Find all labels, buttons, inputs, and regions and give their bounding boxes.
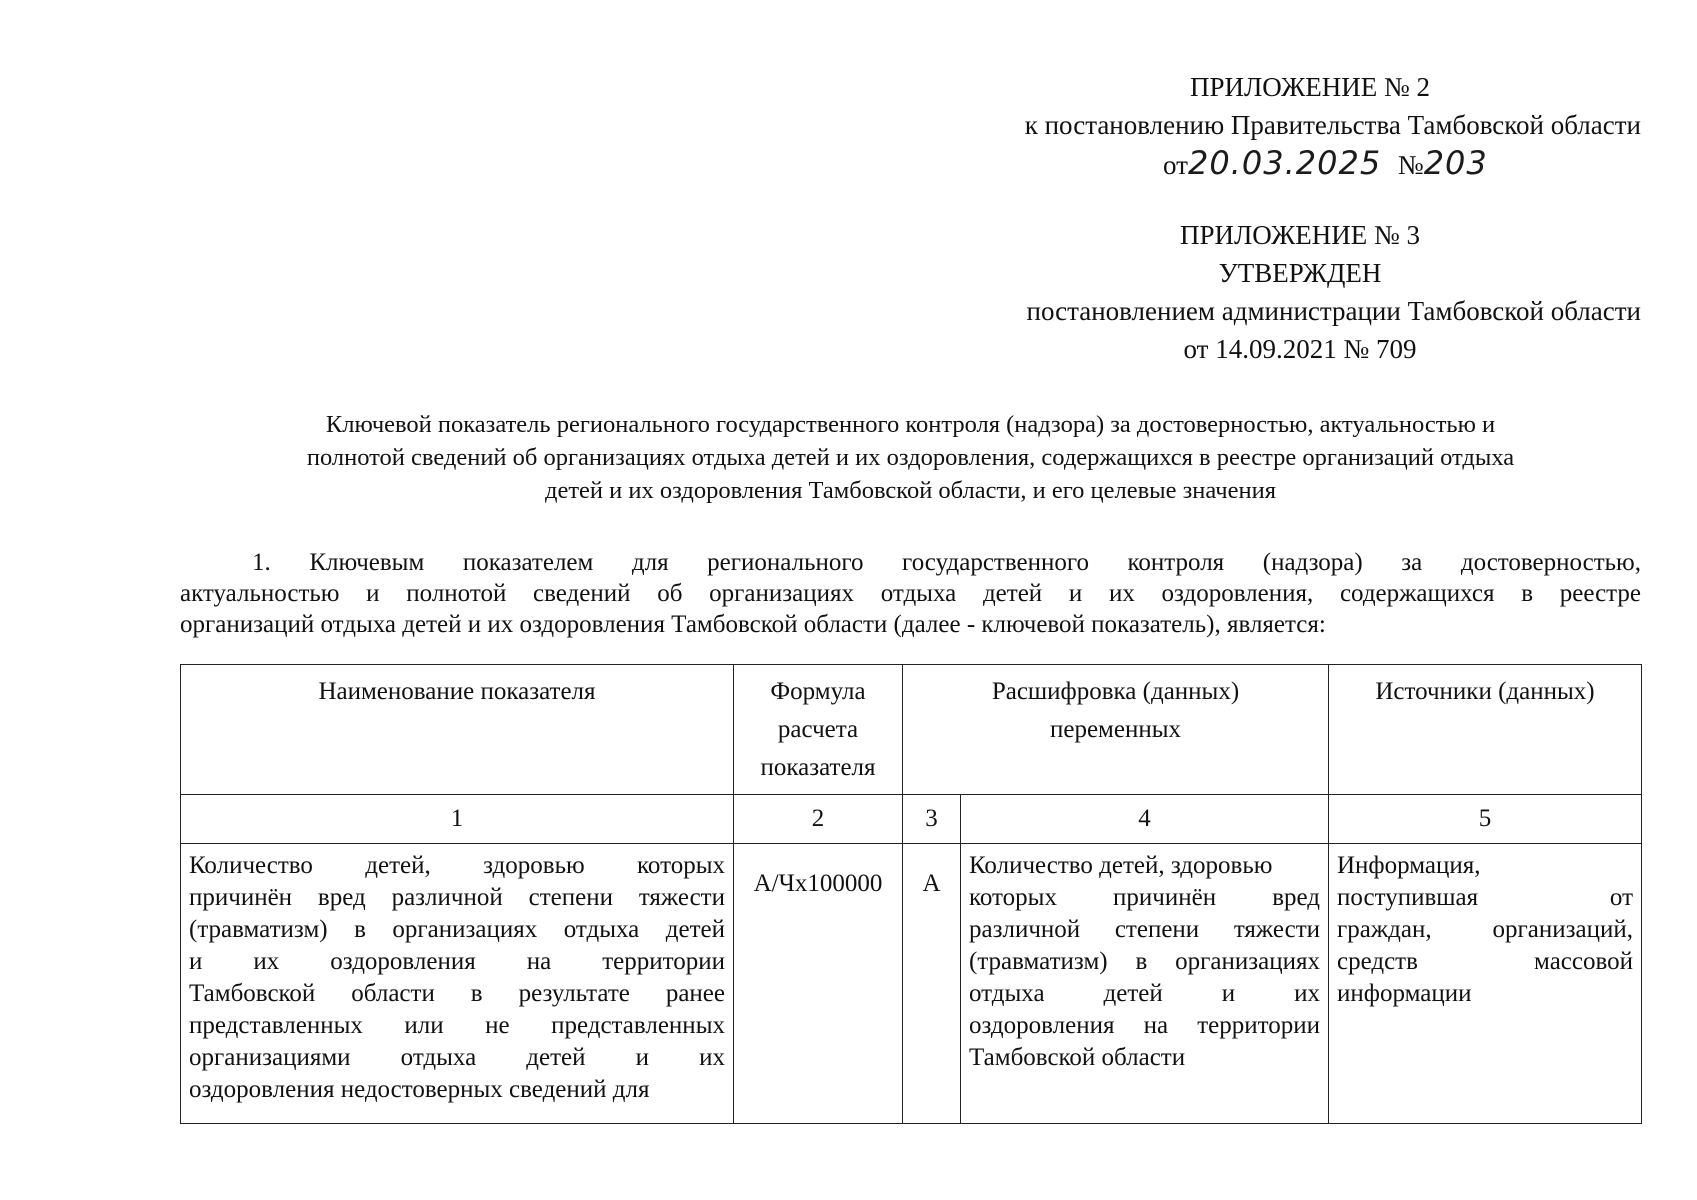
source-line: Информация, (1337, 852, 1481, 879)
indicator-name-line: организациями отдыха детей и их (189, 1044, 725, 1071)
indicator-name-line: представленных или не представленных (189, 1012, 725, 1039)
variable-decode-cell (961, 844, 1329, 1124)
header-indicator-name: Наименование показателя (181, 665, 734, 795)
appendix3-date-line: от 14.09.2021 № 709 (1183, 334, 1417, 364)
doc-title-line2: полнотой сведений об организациях отдыха детей и их оздоровления, содержащихся в реестре организаций отдыха (306, 444, 1515, 471)
number-prefix: № (1397, 150, 1424, 180)
appendix3-title: ПРИЛОЖЕНИЕ № 3 (1179, 220, 1421, 250)
appendix2-date-line (1163, 144, 1488, 184)
decode-line: Тамбовской области (969, 1044, 1186, 1071)
header-decode-line1: Расшифровка (данных) (991, 678, 1240, 705)
source-line: информации (1337, 980, 1472, 1007)
indicator-name-line: Количество детей, здоровью которых (189, 852, 725, 879)
indicator-name-line: (травматизм) в организациях отдыха детей (189, 916, 725, 943)
appendix2-title: ПРИЛОЖЕНИЕ № 2 (1189, 72, 1431, 102)
paragraph-1-line2: актуальностью и полнотой сведений об организациях отдыха детей и их оздоровления, содержащихся в реестре (180, 580, 1641, 607)
indicator-name-line: оздоровления недостоверных сведений для (189, 1076, 650, 1103)
paragraph-1-line1: 1. Ключевым показателем для регионального государственного контроля (надзора) за достоверностью, (252, 549, 1641, 576)
table-row (181, 844, 1642, 1124)
handwritten-date: 20.03.2025 (1187, 144, 1382, 182)
source-line: поступившая от (1337, 884, 1633, 911)
col-number-2: 2 (734, 795, 903, 844)
table-header-row (181, 665, 1642, 795)
header-sources: Источники (данных) (1329, 665, 1642, 795)
indicator-name-line: и их оздоровления на территории (189, 948, 725, 975)
source-line: средств массовой (1337, 948, 1633, 975)
decode-line: (травматизм) в организациях (969, 948, 1320, 975)
col-number-3: 3 (903, 795, 961, 844)
header-formula (734, 665, 903, 795)
paragraph-1 (180, 547, 1641, 640)
variable-cell: А (903, 844, 961, 1124)
handwritten-number: 203 (1423, 144, 1488, 182)
decode-line: которых причинён вред (969, 884, 1320, 911)
indicator-name-cell (181, 844, 734, 1124)
indicator-name-line: Тамбовской области в результате ранее (189, 980, 725, 1007)
header-formula-line2: расчета (777, 716, 859, 743)
header-decode-line2: переменных (1049, 716, 1182, 743)
doc-title-line3: детей и их оздоровления Тамбовской области, и его целевые значения (545, 477, 1276, 504)
formula-cell: А/Чх100000 (734, 844, 903, 1124)
decode-line: оздоровления на территории (969, 1012, 1320, 1039)
decode-line: Количество детей, здоровью (969, 852, 1273, 879)
table-number-row (181, 795, 1642, 844)
header-formula-line1: Формула (770, 678, 866, 705)
indicator-table (180, 664, 1642, 1124)
decode-line: отдыха детей и их (969, 980, 1320, 1007)
header-formula-line3: показателя (760, 754, 876, 781)
paragraph-1-line3: организаций отдыха детей и их оздоровления Тамбовской области (далее - ключевой показатель), является: (180, 611, 1326, 638)
approved-label: УТВЕРЖДЕН (1218, 258, 1382, 288)
appendix2-to-line: к постановлению Правительства Тамбовской области (1024, 110, 1641, 140)
header-variables-decode (903, 665, 1329, 795)
date-prefix: от (1163, 150, 1188, 180)
sources-cell (1329, 844, 1642, 1124)
decode-line: различной степени тяжести (969, 916, 1320, 943)
appendix3-by-line: постановлением администрации Тамбовской области (1026, 296, 1641, 326)
col-number-5: 5 (1329, 795, 1642, 844)
source-line: граждан, организаций, (1337, 916, 1633, 943)
col-number-1: 1 (181, 795, 734, 844)
col-number-4: 4 (961, 795, 1329, 844)
doc-title-line1: Ключевой показатель регионального государственного контроля (надзора) за достоверностью, актуальностью и (325, 411, 1496, 438)
indicator-name-line: причинён вред различной степени тяжести (189, 884, 725, 911)
